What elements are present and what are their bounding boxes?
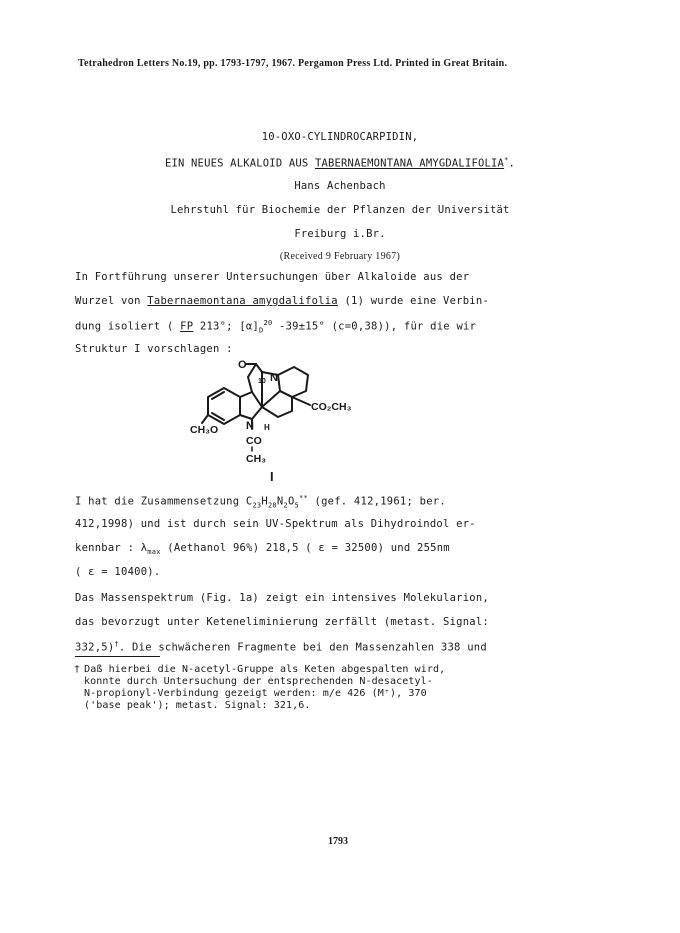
text-span: O (287, 495, 295, 508)
subtitle-text: EIN NEUES ALKALOID AUS (164, 157, 315, 170)
text-span: . Die schwächeren Fragmente bei den Massenzahlen 338 und (118, 641, 487, 654)
subscript: 28 (267, 501, 277, 510)
subscript: 5 (294, 501, 299, 510)
body-line: das bevorzugt unter Keteneliminierung zerfällt (metast. Signal: (75, 616, 490, 628)
methoxy-label: CH₃O (190, 424, 219, 436)
page-number: 1793 (328, 836, 348, 847)
subtitle-species: TABERNAEMONTANA AMYGDALIFOLIA (314, 157, 505, 170)
text-span: N (276, 495, 284, 508)
c10-label: 10 (258, 378, 266, 385)
body-line (75, 295, 489, 307)
text-span: kennbar : λ (75, 542, 148, 554)
footnote-line: N-propionyl-Verbindung gezeigt werden: m/e 426 (M⁺), 370 (84, 688, 427, 699)
footnote-rule (75, 656, 160, 657)
h-label: H (264, 423, 270, 432)
body-line: Struktur I vorschlagen : (75, 343, 233, 355)
footnote-line: ('base peak'); metast. Signal: 321,6. (84, 700, 311, 711)
text-span: I hat die Zusammensetzung C (75, 495, 253, 508)
received-date: (Received 9 February 1967) (279, 251, 401, 262)
subscript: 2 (283, 501, 288, 510)
oxo-label: O (238, 359, 247, 371)
body-line: ( ε = 10400). (75, 566, 161, 578)
text-span: (gef. 412,1961; ber. (307, 495, 446, 508)
journal-header: Tetrahedron Letters No.19, pp. 1793-1797, 1967. Pergamon Press Ltd. Printed in Great Britain. (78, 58, 508, 69)
footnote-line (74, 664, 446, 676)
subtitle-footnote-mark: * (504, 156, 509, 164)
body-line (75, 494, 446, 510)
text-span: 213°; [α] (193, 320, 260, 333)
body-line: Das Massenspektrum (Fig. 1a) zeigt ein intensives Molekularion, (75, 592, 490, 604)
structure-label: I (270, 469, 274, 484)
species-name: Tabernaemontana amygdalifolia (147, 295, 338, 307)
city: Freiburg i.Br. (294, 228, 386, 240)
n-top-label: N (270, 372, 278, 384)
body-line (75, 542, 450, 556)
body-line (75, 319, 476, 335)
footnote-dagger: † (74, 664, 81, 675)
paper-subtitle: EIN NEUES ALKALOID AUS TABERNAEMONTANA AMYGDALIFOLIA*. (164, 156, 516, 170)
author: Hans Achenbach (294, 180, 386, 192)
text-span: dung isoliert ( (75, 320, 181, 333)
subscript: D (259, 326, 264, 335)
ester-label: CO₂CH₃ (311, 401, 352, 413)
benzene-ring (208, 388, 240, 424)
text-span: Daß hierbei die N-acetyl-Gruppe als Keten abgespalten wird, (84, 664, 446, 675)
lower-ring (262, 397, 292, 417)
body-line: In Fortführung unserer Untersuchungen über Alkaloide aus der (75, 271, 470, 283)
indoline-ring (240, 392, 262, 419)
fp-abbrev: FP (180, 320, 194, 333)
paper-title: 10-OXO-CYLINDROCARPIDIN, (261, 131, 419, 143)
chemical-structure (190, 355, 390, 485)
subscript: max (147, 548, 161, 557)
text-span: H (261, 495, 268, 508)
text-span: -39±15° (c=0,38)), für die wir (272, 320, 477, 333)
footnote-mark: ** (298, 494, 308, 502)
lactam-ring (248, 364, 256, 392)
affiliation: Lehrstuhl für Biochemie der Pflanzen der Universität (170, 204, 510, 216)
subscript: 23 (252, 501, 262, 510)
footnote-mark: † (114, 640, 119, 648)
body-line: 412,1998) und ist durch sein UV-Spektrum als Dihydroindol er- (75, 518, 476, 530)
text-span: Wurzel von (75, 295, 148, 307)
body-line (75, 640, 487, 654)
text-span: (Aethanol 96%) 218,5 ( ε = 32500) und 255nm (160, 542, 450, 554)
ch3-label: CH₃ (246, 453, 267, 465)
text-span: (1) wurde eine Verbin- (337, 295, 490, 307)
superscript: 20 (263, 319, 273, 327)
text-span: 332,5) (75, 641, 115, 654)
n-indole-label: N (246, 420, 254, 432)
footnote-line: konnte durch Untersuchung der entsprechenden N-desacetyl- (84, 676, 433, 687)
co-label: CO (246, 435, 262, 447)
